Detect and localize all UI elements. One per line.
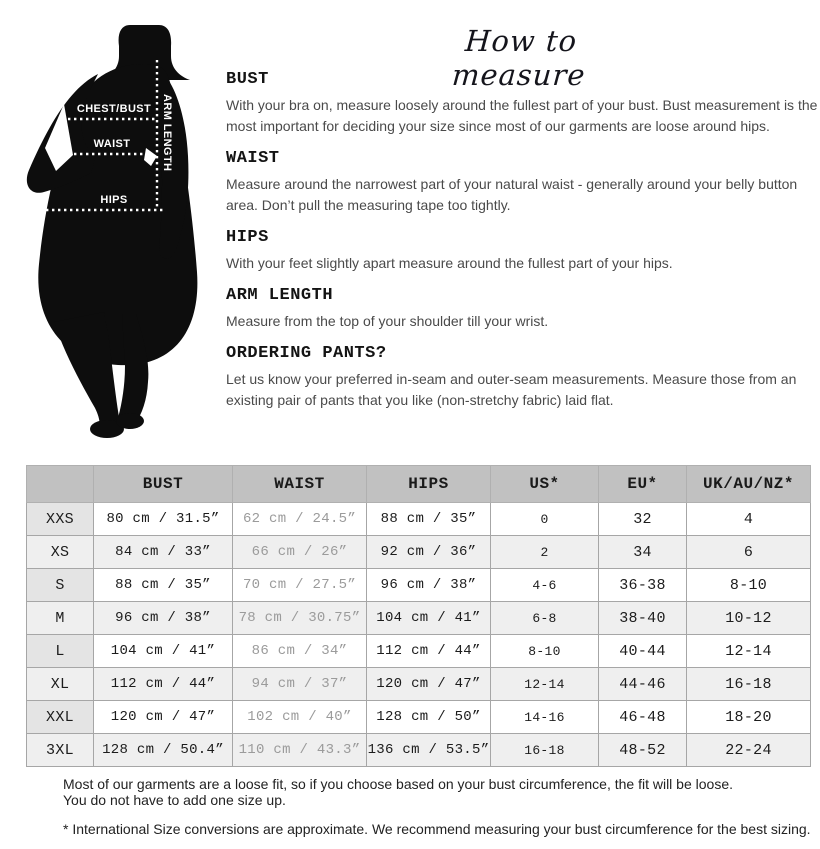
hips-cell: 96 cm / 38” [367, 569, 491, 602]
section-body: With your bra on, measure loosely around the fullest part of your bust. Bust measurement is the most important for deciding your size since most of our garments are loose around hips. [226, 97, 818, 134]
size-cell: XXL [27, 701, 94, 734]
col-header-us: US* [491, 466, 599, 503]
us-cell: 0 [491, 503, 599, 536]
section-arm-length [226, 286, 818, 332]
waist-cell: 86 cm / 34” [233, 635, 367, 668]
size-cell: L [27, 635, 94, 668]
table-header-row [27, 466, 811, 503]
fit-note-line2: You do not have to add one size up. [63, 791, 286, 808]
us-cell: 4-6 [491, 569, 599, 602]
section-body: Let us know your preferred in-seam and outer-seam measurements. Measure those from an existing pair of pants that you like (non-stretchy fabric) laid flat. [226, 371, 797, 408]
fit-note-line1: Most of our garments are a loose fit, so if you choose based on your bust circumference, the fit will be loose. [63, 776, 734, 792]
section-body: With your feet slightly apart measure around the fullest part of your hips. [226, 255, 673, 271]
col-header-uk-au-nz: UK/AU/NZ* [687, 466, 811, 503]
bust-cell: 80 cm / 31.5” [94, 503, 233, 536]
eu-cell: 32 [599, 503, 687, 536]
table-row-xs [27, 536, 811, 569]
hips-cell: 104 cm / 41” [367, 602, 491, 635]
waist-cell: 66 cm / 26” [233, 536, 367, 569]
uk-cell: 8-10 [687, 569, 811, 602]
bust-cell: 96 cm / 38” [94, 602, 233, 635]
conversion-note: * International Size conversions are approximate. We recommend measuring your bust circumference for the best sizing. [63, 821, 811, 837]
table-row-xxs [27, 503, 811, 536]
col-header-eu: EU* [599, 466, 687, 503]
size-cell: XL [27, 668, 94, 701]
section-heading: ARM LENGTH [226, 286, 334, 305]
eu-cell: 44-46 [599, 668, 687, 701]
page-title: How to measure [450, 24, 587, 92]
col-header-waist: WAIST [233, 466, 367, 503]
hips-cell: 112 cm / 44” [367, 635, 491, 668]
us-cell: 14-16 [491, 701, 599, 734]
waist-cell: 70 cm / 27.5” [233, 569, 367, 602]
waist-cell: 78 cm / 30.75” [233, 602, 367, 635]
uk-cell: 12-14 [687, 635, 811, 668]
uk-cell: 10-12 [687, 602, 811, 635]
waist-cell: 62 cm / 24.5” [233, 503, 367, 536]
uk-cell: 6 [687, 536, 811, 569]
hips-cell: 128 cm / 50” [367, 701, 491, 734]
us-cell: 16-18 [491, 734, 599, 767]
us-cell: 12-14 [491, 668, 599, 701]
section-waist [226, 149, 818, 216]
chest-label: CHEST/BUST [76, 103, 152, 115]
section-body: Measure around the narrowest part of your natural waist - generally around your belly button area. Don’t pull the measuring tape too tightly. [226, 176, 798, 213]
size-chart-table [26, 465, 811, 767]
waist-label: WAIST [93, 138, 131, 150]
bust-cell: 84 cm / 33” [94, 536, 233, 569]
eu-cell: 36-38 [599, 569, 687, 602]
us-cell: 6-8 [491, 602, 599, 635]
hips-cell: 88 cm / 35” [367, 503, 491, 536]
size-cell: M [27, 602, 94, 635]
section-hips [226, 228, 818, 274]
table-row-3xl [27, 734, 811, 767]
bust-cell: 104 cm / 41” [94, 635, 233, 668]
size-cell: XXS [27, 503, 94, 536]
bust-cell: 88 cm / 35” [94, 569, 233, 602]
table-row-l [27, 635, 811, 668]
waist-cell: 102 cm / 40” [233, 701, 367, 734]
measure-instructions [226, 70, 818, 423]
hips-cell: 136 cm / 53.5” [367, 734, 491, 767]
bust-cell: 112 cm / 44” [94, 668, 233, 701]
waist-cell: 110 cm / 43.3” [233, 734, 367, 767]
waist-cell: 94 cm / 37” [233, 668, 367, 701]
col-header-bust: BUST [94, 466, 233, 503]
uk-cell: 22-24 [687, 734, 811, 767]
size-cell: S [27, 569, 94, 602]
col-header-hips: HIPS [367, 466, 491, 503]
eu-cell: 38-40 [599, 602, 687, 635]
size-cell: 3XL [27, 734, 94, 767]
section-heading: ORDERING PANTS? [226, 344, 387, 363]
arm-length-label: ARM LENGTH [161, 94, 173, 172]
section-ordering-pants [226, 344, 818, 411]
uk-cell: 4 [687, 503, 811, 536]
section-heading: WAIST [226, 149, 280, 168]
section-body: Measure from the top of your shoulder till your wrist. [226, 313, 549, 329]
us-cell: 8-10 [491, 635, 599, 668]
table-row-m [27, 602, 811, 635]
col-header-size [27, 466, 94, 503]
table-row-xxl [27, 701, 811, 734]
section-bust [226, 70, 818, 137]
section-heading: BUST [226, 70, 269, 89]
eu-cell: 48-52 [599, 734, 687, 767]
eu-cell: 46-48 [599, 701, 687, 734]
bust-cell: 128 cm / 50.4” [94, 734, 233, 767]
eu-cell: 40-44 [599, 635, 687, 668]
hips-label: HIPS [100, 194, 128, 206]
fit-note [63, 777, 733, 808]
us-cell: 2 [491, 536, 599, 569]
hips-cell: 92 cm / 36” [367, 536, 491, 569]
section-heading: HIPS [226, 228, 269, 247]
hips-cell: 120 cm / 47” [367, 668, 491, 701]
table-row-xl [27, 668, 811, 701]
size-cell: XS [27, 536, 94, 569]
uk-cell: 16-18 [687, 668, 811, 701]
eu-cell: 34 [599, 536, 687, 569]
uk-cell: 18-20 [687, 701, 811, 734]
bust-cell: 120 cm / 47” [94, 701, 233, 734]
measurement-figure-illustration [18, 22, 216, 442]
table-row-s [27, 569, 811, 602]
